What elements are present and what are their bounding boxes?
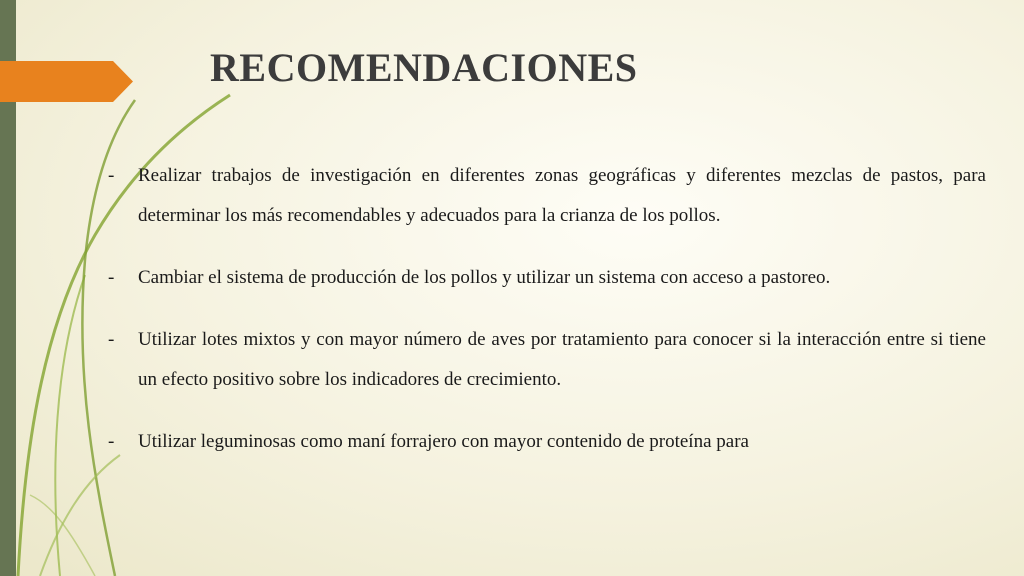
list-item-text: Realizar trabajos de investigación en diferentes zonas geográficas y diferentes mezclas de pastos, para determinar los más recomendables y adecuados para la crianza de los pollos.: [138, 165, 986, 226]
list-item: [108, 156, 986, 236]
slide-title: RECOMENDACIONES: [210, 45, 638, 90]
bullet-dash: -: [108, 329, 115, 350]
list-item-text: Cambiar el sistema de producción de los pollos y utilizar un sistema con acceso a pastoreo.: [138, 267, 831, 288]
list-item: [108, 320, 986, 400]
list-item-text: Utilizar leguminosas como maní forrajero con mayor contenido de proteína para: [138, 431, 749, 452]
bullet-dash: -: [108, 431, 115, 452]
orange-arrow-tab: [0, 61, 133, 102]
recommendations-list: [108, 156, 986, 484]
list-item-text: Utilizar lotes mixtos y con mayor número de aves por tratamiento para conocer si la interacción entre si tiene un efecto positivo sobre los indicadores de crecimiento.: [138, 329, 986, 390]
list-item: [108, 258, 986, 298]
bullet-dash: -: [108, 267, 115, 288]
list-item: [108, 422, 986, 462]
bullet-dash: -: [108, 165, 115, 186]
